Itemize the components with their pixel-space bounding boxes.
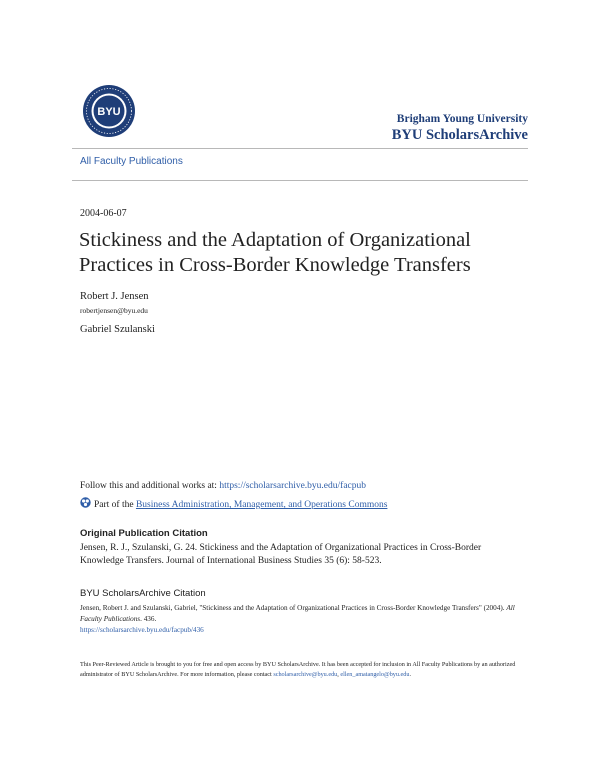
header-divider: [72, 148, 528, 149]
collection-divider: [72, 180, 528, 181]
commons-link[interactable]: Business Administration, Management, and Operations Commons: [135, 500, 388, 510]
access-notice: [80, 660, 520, 680]
collection-link-text[interactable]: All Faculty Publications: [80, 156, 183, 167]
follow-line: [80, 481, 366, 491]
byu-citation-end: . 436.: [140, 615, 157, 623]
follow-url-link[interactable]: https://scholarsarchive.byu.edu/facpub: [219, 481, 367, 491]
part-of-line: [80, 497, 387, 510]
author-email-1[interactable]: robertjensen@byu.edu: [80, 306, 148, 315]
article-title: [79, 228, 539, 278]
contact-email-2[interactable]: ellen_amatangelo@byu.edu: [340, 671, 410, 678]
collection-link[interactable]: [80, 156, 183, 167]
article-title-line-2: Practices in Cross-Border Knowledge Transfers: [79, 254, 471, 276]
institution-header: [392, 112, 528, 144]
byu-citation-text: [80, 603, 530, 636]
byu-citation-url[interactable]: https://scholarsarchive.byu.edu/facpub/436: [80, 626, 204, 634]
article-title-line-1: Stickiness and the Adaptation of Organizational: [79, 229, 471, 251]
byu-seal-logo: [82, 84, 136, 138]
byu-citation-body: Jensen, Robert J. and Szulanski, Gabriel, "Stickiness and the Adaptation of Organizational Practices in Cross-Border Knowledge Transfers" (2004).: [80, 604, 507, 612]
follow-label: Follow this and additional works at:: [80, 481, 220, 491]
seal-text: BYU: [97, 106, 121, 118]
archive-name[interactable]: BYU ScholarsArchive: [391, 127, 528, 143]
notice-separator: ,: [337, 671, 341, 678]
publication-date: 2004-06-07: [80, 208, 127, 219]
original-citation-heading: Original Publication Citation: [80, 528, 208, 539]
byu-citation-journal: All Faculty Publications: [80, 604, 515, 623]
university-name: Brigham Young University: [396, 113, 528, 125]
contact-email-1[interactable]: scholarsarchive@byu.edu: [273, 671, 338, 678]
byu-citation-heading: BYU ScholarsArchive Citation: [80, 588, 206, 599]
commons-network-icon: [80, 497, 91, 508]
part-of-label: Part of the: [94, 500, 136, 510]
author-name-2: Gabriel Szulanski: [80, 324, 155, 335]
original-citation-text: Jensen, R. J., Szulanski, G. 24. Stickiness and the Adaptation of Organizational Practices in Cross-Border Knowledge Transfers. Journal of International Business Studies 35 (6): 58-523.: [80, 543, 482, 566]
author-name-1: Robert J. Jensen: [80, 291, 149, 302]
notice-end: .: [409, 671, 412, 678]
notice-text: This Peer-Reviewed Article is brought to you for free and open access by BYU ScholarsArchive. It has been accepted for inclusion in All Faculty Publications by an authorized administrator of BYU ScholarsArchive. For more information, please contact: [80, 661, 516, 678]
